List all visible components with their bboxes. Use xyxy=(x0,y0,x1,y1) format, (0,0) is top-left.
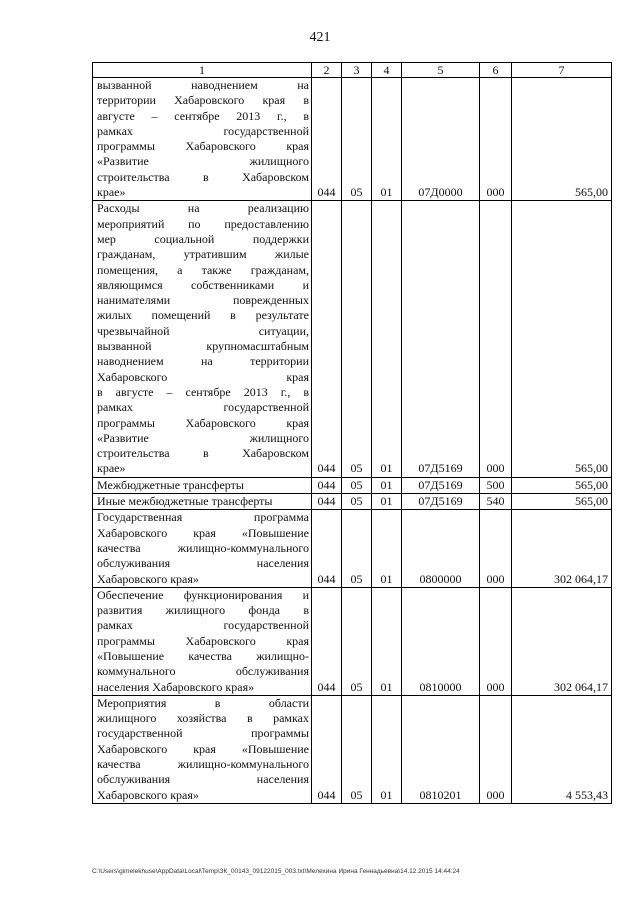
description-line: Расходы на реализацию xyxy=(97,201,309,216)
description-line: рамках государственной xyxy=(97,123,309,138)
admin-code-cell: 044 xyxy=(312,494,342,510)
subsection-cell: 01 xyxy=(372,695,402,803)
section-cell: 05 xyxy=(342,695,372,803)
column-header: 6 xyxy=(480,63,512,78)
table-row xyxy=(93,510,612,587)
admin-code-cell: 044 xyxy=(312,201,342,477)
column-header: 5 xyxy=(402,63,480,78)
target-item-cell: 07Д0000 xyxy=(402,78,480,201)
section-cell: 05 xyxy=(342,587,372,695)
column-header: 4 xyxy=(372,63,402,78)
description-line: Межбюджетные трансферты xyxy=(97,477,244,492)
amount-cell: 4 553,43 xyxy=(512,695,612,803)
description-line: августе – сентябре 2013 г., в xyxy=(97,108,309,123)
description-line: Государственная программа xyxy=(97,510,309,525)
description-line: населения Хабаровского края» xyxy=(97,679,255,694)
table-row xyxy=(93,78,612,201)
amount-cell: 565,00 xyxy=(512,477,612,493)
row-description xyxy=(93,201,312,477)
admin-code-cell: 044 xyxy=(312,477,342,493)
expense-type-cell: 000 xyxy=(480,510,512,587)
admin-code-cell: 044 xyxy=(312,695,342,803)
admin-code-cell: 044 xyxy=(312,78,342,201)
description-line: нанимателями поврежденных xyxy=(97,293,309,308)
description-line: территории Хабаровского края в xyxy=(97,93,309,108)
subsection-cell: 01 xyxy=(372,510,402,587)
section-cell: 05 xyxy=(342,494,372,510)
description-line: гражданам, утратившим жилые xyxy=(97,247,309,262)
target-item-cell: 0810000 xyxy=(402,587,480,695)
subsection-cell: 01 xyxy=(372,587,402,695)
description-line: рамках государственной xyxy=(97,400,309,415)
description-line: Хабаровского края «Повышение xyxy=(97,525,309,540)
expense-type-cell: 000 xyxy=(480,695,512,803)
section-cell: 05 xyxy=(342,201,372,477)
description-line: качества жилищно-коммунального xyxy=(97,540,309,555)
description-line: Мероприятия в области xyxy=(97,695,309,710)
description-line: развития жилищного фонда в xyxy=(97,603,309,618)
column-header: 7 xyxy=(512,63,612,78)
description-line: строительства в Хабаровском xyxy=(97,446,309,461)
table-row xyxy=(93,494,612,510)
description-line: Обеспечение функционирования и xyxy=(97,587,309,602)
row-description xyxy=(93,78,312,201)
subsection-cell: 01 xyxy=(372,201,402,477)
section-cell: 05 xyxy=(342,510,372,587)
page-number: 421 xyxy=(309,30,331,45)
description-line: в августе – сентябре 2013 г., в xyxy=(97,384,309,399)
description-line: государственной программы xyxy=(97,726,309,741)
target-item-cell: 0800000 xyxy=(402,510,480,587)
target-item-cell: 07Д5169 xyxy=(402,201,480,477)
amount-cell: 302 064,17 xyxy=(512,587,612,695)
column-header: 3 xyxy=(342,63,372,78)
row-description xyxy=(93,695,312,803)
amount-cell: 565,00 xyxy=(512,78,612,201)
description-line: программы Хабаровского края xyxy=(97,633,309,648)
description-line: Хабаровского края» xyxy=(97,571,199,586)
expense-type-cell: 000 xyxy=(480,78,512,201)
description-line: вызванной крупномасштабным xyxy=(97,339,309,354)
target-item-cell: 07Д5169 xyxy=(402,477,480,493)
amount-cell: 565,00 xyxy=(512,201,612,477)
table-row xyxy=(93,587,612,695)
description-line: рамках государственной xyxy=(97,618,309,633)
amount-cell: 565,00 xyxy=(512,494,612,510)
row-description xyxy=(93,510,312,587)
table-row xyxy=(93,477,612,493)
description-line: программы Хабаровского края xyxy=(97,415,309,430)
file-path-footer: C:\Users\gimelekhuse\AppData\Local\Temp\ЗК_00143_09122015_003.txt\Мелехина Ирина Геннадьевна\14.12.2015 14:44:24 xyxy=(92,868,460,875)
description-line: обслуживания населения xyxy=(97,772,309,787)
row-description xyxy=(93,494,312,510)
expense-type-cell: 500 xyxy=(480,477,512,493)
description-line: мер социальной поддержки xyxy=(97,231,309,246)
column-header: 1 xyxy=(93,63,312,78)
amount-cell: 302 064,17 xyxy=(512,510,612,587)
description-line: Иные межбюджетные трансферты xyxy=(97,494,273,509)
table-row xyxy=(93,695,612,803)
budget-table xyxy=(92,62,612,804)
description-line: жилых помещений в результате xyxy=(97,308,309,323)
description-line: наводнением на территории xyxy=(97,354,309,369)
description-line: Хабаровского края xyxy=(97,369,309,384)
admin-code-cell: 044 xyxy=(312,510,342,587)
description-line: качества жилищно-коммунального xyxy=(97,757,309,772)
description-line: «Развитие жилищного xyxy=(97,430,309,445)
description-line: жилищного хозяйства в рамках xyxy=(97,711,309,726)
table-header-row xyxy=(93,63,612,78)
description-line: строительства в Хабаровском xyxy=(97,169,309,184)
subsection-cell: 01 xyxy=(372,494,402,510)
description-line: Хабаровского края» xyxy=(97,787,199,802)
description-line: программы Хабаровского края xyxy=(97,139,309,154)
description-line: крае» xyxy=(97,185,126,200)
expense-type-cell: 000 xyxy=(480,201,512,477)
target-item-cell: 07Д5169 xyxy=(402,494,480,510)
subsection-cell: 01 xyxy=(372,477,402,493)
section-cell: 05 xyxy=(342,477,372,493)
description-line: коммунального обслуживания xyxy=(97,664,309,679)
description-line: вызванной наводнением на xyxy=(97,78,309,92)
admin-code-cell: 044 xyxy=(312,587,342,695)
column-header: 2 xyxy=(312,63,342,78)
expense-type-cell: 000 xyxy=(480,587,512,695)
row-description xyxy=(93,477,312,493)
description-line: «Повышение качества жилищно- xyxy=(97,648,309,663)
table-row xyxy=(93,201,612,477)
description-line: «Развитие жилищного xyxy=(97,154,309,169)
row-description xyxy=(93,587,312,695)
description-line: мероприятий по предоставлению xyxy=(97,216,309,231)
description-line: чрезвычайной ситуации, xyxy=(97,323,309,338)
target-item-cell: 0810201 xyxy=(402,695,480,803)
subsection-cell: 01 xyxy=(372,78,402,201)
description-line: крае» xyxy=(97,461,126,476)
description-line: Хабаровского края «Повышение xyxy=(97,741,309,756)
section-cell: 05 xyxy=(342,78,372,201)
description-line: помещения, а также гражданам, xyxy=(97,262,309,277)
description-line: обслуживания населения xyxy=(97,556,309,571)
expense-type-cell: 540 xyxy=(480,494,512,510)
description-line: являющимся собственниками и xyxy=(97,277,309,292)
